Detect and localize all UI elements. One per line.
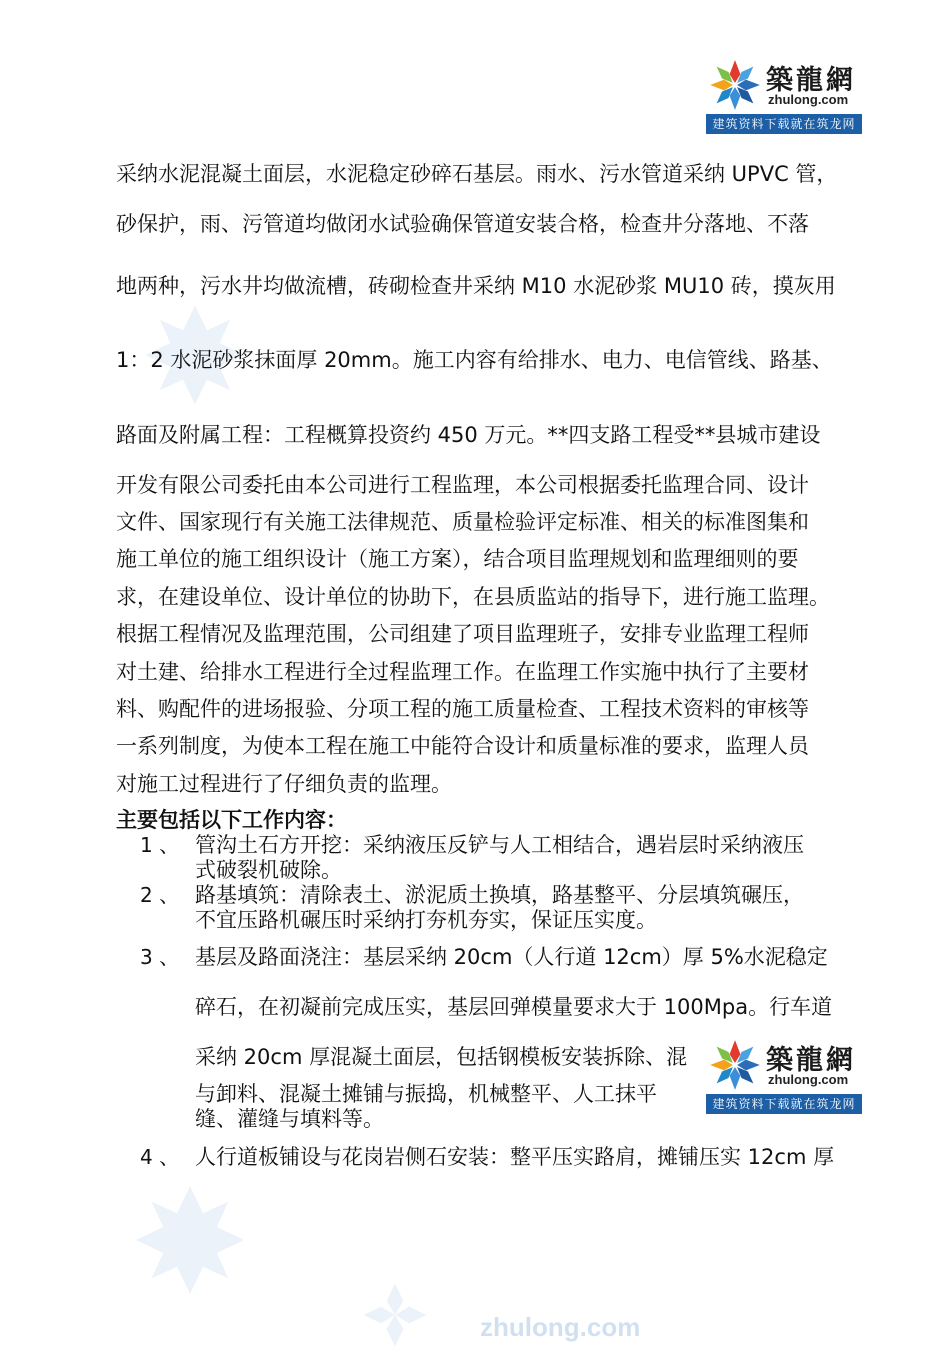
paragraph-line: 采纳水泥混凝土面层，水泥稳定砂碎石基层。雨水、污水管道采纳 UPVC 管， bbox=[116, 162, 838, 186]
snowflake-logo-icon bbox=[708, 1038, 762, 1092]
paragraph-line: 对施工过程进行了仔细负责的监理。 bbox=[116, 772, 452, 796]
paragraph-line: 地两种，污水井均做流槽，砖砌检查井采纳 M10 水泥砂浆 MU10 砖，摸灰用 bbox=[116, 274, 836, 298]
list-item-line: 人行道板铺设与花岗岩侧石安装：整平压实路肩，摊铺压实 12cm 厚 bbox=[195, 1145, 835, 1169]
logo-tagline: 建筑资料下载就在筑龙网 bbox=[706, 114, 862, 134]
logo-domain: zhulong.com bbox=[768, 92, 849, 107]
list-item-line: 不宜压路机碾压时采纳打夯机夯实，保证压实度。 bbox=[195, 908, 657, 932]
list-item-number: 3 、 bbox=[140, 945, 180, 969]
list-item-line: 与卸料、混凝土摊铺与振捣，机械整平、人工抹平 bbox=[195, 1082, 657, 1106]
logo-name: 築龍網 bbox=[766, 1045, 856, 1076]
paragraph-line: 1：2 水泥砂浆抹面厚 20mm。施工内容有给排水、电力、电信管线、路基、 bbox=[116, 348, 833, 372]
zhulong-logo bbox=[706, 56, 862, 134]
paragraph-line: 根据工程情况及监理范围，公司组建了项目监理班子，安排专业监理工程师 bbox=[116, 622, 809, 646]
list-item-line: 式破裂机破除。 bbox=[195, 858, 342, 882]
paragraph-line: 对土建、给排水工程进行全过程监理工作。在监理工作实施中执行了主要材 bbox=[116, 660, 809, 684]
paragraph-line: 施工单位的施工组织设计（施工方案），结合项目监理规划和监理细则的要 bbox=[116, 547, 799, 571]
paragraph-line: 砂保护，雨、污管道均做闭水试验确保管道安装合格，检查井分落地、不落 bbox=[116, 212, 809, 236]
list-item-line: 缝、灌缝与填料等。 bbox=[195, 1107, 384, 1131]
watermark-text: zhulong.com bbox=[480, 1312, 641, 1342]
paragraph-line: 求，在建设单位、设计单位的协助下，在县质监站的指导下，进行施工监理。 bbox=[116, 585, 830, 609]
section-heading: 主要包括以下工作内容： bbox=[116, 808, 347, 832]
list-item-line: 碎石，在初凝前完成压实，基层回弹模量要求大于 100Mpa。行车道 bbox=[195, 995, 833, 1019]
logo-tagline: 建筑资料下载就在筑龙网 bbox=[706, 1094, 862, 1114]
list-item-line: 采纳 20cm 厚混凝土面层，包括钢模板安装拆除、混 bbox=[195, 1045, 688, 1069]
list-item-line: 管沟土石方开挖：采纳液压反铲与人工相结合，遇岩层时采纳液压 bbox=[195, 833, 804, 857]
paragraph-line: 文件、国家现行有关施工法律规范、质量检验评定标准、相关的标准图集和 bbox=[116, 510, 809, 534]
list-item-number: 4 、 bbox=[140, 1145, 180, 1169]
list-item-line: 路基填筑：清除表土、淤泥质土换填，路基整平、分层填筑碾压， bbox=[195, 883, 804, 907]
list-item-number: 1 、 bbox=[140, 833, 180, 857]
list-item-line: 基层及路面浇注：基层采纳 20cm（人行道 12cm）厚 5%水泥稳定 bbox=[195, 945, 828, 969]
paragraph-line: 开发有限公司委托由本公司进行工程监理，本公司根据委托监理合同、设计 bbox=[116, 473, 809, 497]
paragraph-line: 一系列制度，为使本工程在施工中能符合设计和质量标准的要求，监理人员 bbox=[116, 734, 809, 758]
zhulong-logo-overlay bbox=[706, 1036, 862, 1114]
watermark-snowflake-icon bbox=[360, 1280, 430, 1350]
watermark-snowflake-icon bbox=[130, 1180, 250, 1300]
logo-domain: zhulong.com bbox=[768, 1072, 849, 1087]
list-item-number: 2 、 bbox=[140, 883, 180, 907]
paragraph-line: 路面及附属工程：工程概算投资约 450 万元。**四支路工程受**县城市建设 bbox=[116, 423, 821, 447]
snowflake-logo-icon bbox=[708, 58, 762, 112]
logo-name: 築龍網 bbox=[766, 65, 856, 96]
paragraph-line: 料、购配件的进场报验、分项工程的施工质量检查、工程技术资料的审核等 bbox=[116, 697, 809, 721]
